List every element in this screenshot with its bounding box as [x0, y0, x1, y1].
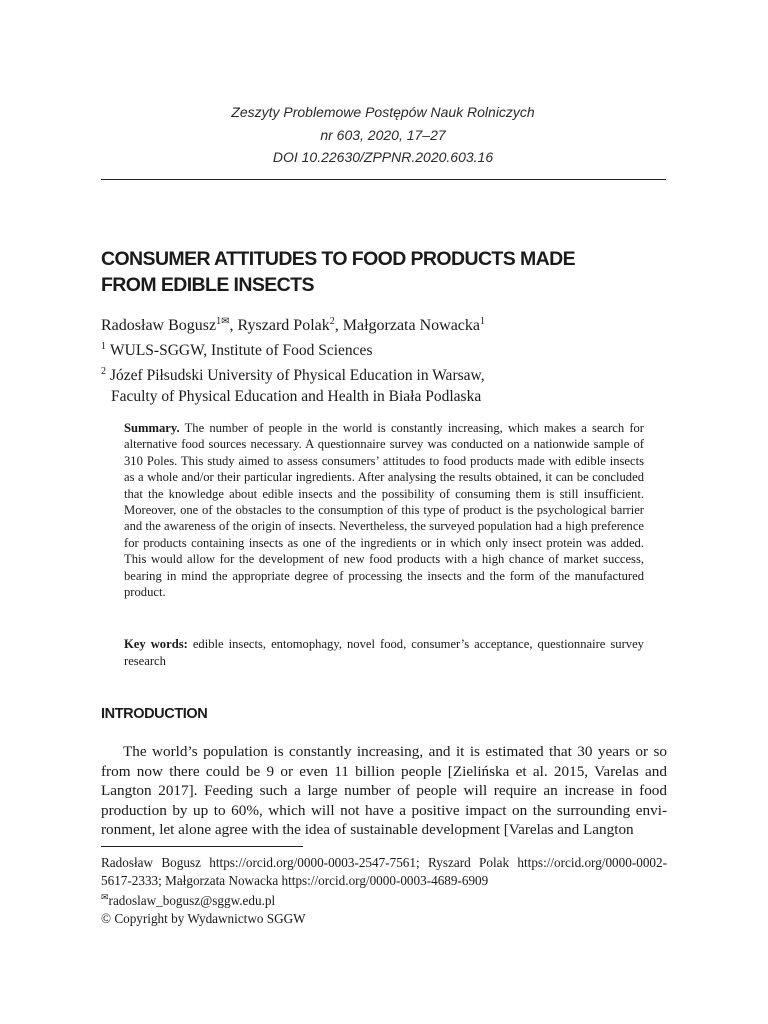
author-name: Małgorzata Nowacka: [342, 317, 480, 334]
header-divider: [101, 179, 666, 180]
journal-header: [100, 101, 666, 169]
introduction-paragraph: The world’s population is constantly increasing, and it is estimated that 30 years or so from now there could be 9 or even 11 billion people [Zielińska et al. 2015, Varelas and Langton 2017]. Feeding such a large number of people will require an increase in food production by up to 60%, which will not have a positive impact on the surrounding environment, let alone agree with the idea of sustainable development [Varelas and Langton: [101, 743, 667, 839]
summary-text: The number of people in the world is constantly increasing, which makes a search for alternative food sources necessary. A questionnaire survey was conducted on a nationwide sample of 310 Poles. This study aimed to assess consumers’ attitudes to food products made with edible insects as a whole and/or their particular ingredients. After analysing the results obtained, it can be concluded that the knowledge about edible insects and the possibility of consuming them is still insufficient. Moreover, one of the obstacles to the consumption of this type of product is the psychological barrier and the awareness of the origin of insects. Nevertheless, the surveyed population had a high preference for products containing insects as one of the ingredients or in which only insect protein was added. This would allow for the development of new food products with a high chance of market success, bearing in mind the appropriate degree of processing the insects and the form of the manufactured product.: [124, 421, 644, 600]
summary-label: Summary.: [124, 421, 180, 435]
keywords: [124, 636, 644, 669]
author-name: Radosław Bogusz: [101, 317, 217, 334]
article-title-line-1: CONSUMER ATTITUDES TO FOOD PRODUCTS MADE: [101, 248, 575, 270]
abstract: [124, 420, 644, 600]
orcid-footnote: Radosław Bogusz https://orcid.org/0000-0003-2547-7561; Ryszard Polak https://orcid.org/0000-0002-5617-2333; Małgorzata Nowacka https://orcid.org/0000-0003-4689-6909: [101, 855, 667, 888]
keywords-label: Key words:: [124, 637, 188, 651]
email-footnote: [101, 889, 667, 910]
affiliation-2: [101, 365, 485, 407]
journal-name: Zeszyty Problemowe Postępów Nauk Rolniczych: [231, 104, 535, 120]
affiliation-number: 2: [101, 366, 106, 377]
affiliation-1: [101, 340, 372, 361]
journal-issue: nr 603, 2020, 17–27: [320, 126, 446, 143]
article-title: [101, 246, 661, 298]
affiliation-text: WULS-SGGW, Institute of Food Sciences: [110, 342, 373, 359]
article-title-line-2: FROM EDIBLE INSECTS: [101, 274, 314, 296]
author-list: [101, 315, 485, 337]
author-affiliation-ref: 1: [216, 316, 222, 327]
envelope-icon: ✉: [221, 316, 230, 327]
envelope-icon: ✉: [101, 892, 109, 902]
copyright-notice: © Copyright by Wydawnictwo SGGW: [101, 910, 306, 926]
footnotes: [101, 854, 667, 927]
author-affiliation-ref: 2: [329, 316, 335, 327]
author-separator: ,: [229, 317, 238, 334]
affiliation-text-continued: Faculty of Physical Education and Health in Biała Podlaska: [111, 388, 482, 405]
affiliation-text: Józef Piłsudski University of Physical Education in Warsaw,: [110, 367, 485, 384]
author-name: Ryszard Polak: [237, 317, 330, 334]
author-separator: ,: [334, 317, 343, 334]
email-address[interactable]: radoslaw_bogusz@sggw.edu.pl: [108, 893, 276, 908]
author-affiliation-ref: 1: [480, 316, 485, 327]
section-heading-introduction: INTRODUCTION: [101, 706, 208, 722]
keywords-text: edible insects, entomophagy, novel food, consumer’s acceptance, questionnaire survey research: [124, 637, 644, 668]
affiliation-number: 1: [101, 341, 106, 352]
footnote-divider: [101, 846, 303, 847]
doi: DOI 10.22630/ZPPNR.2020.603.16: [272, 149, 494, 165]
